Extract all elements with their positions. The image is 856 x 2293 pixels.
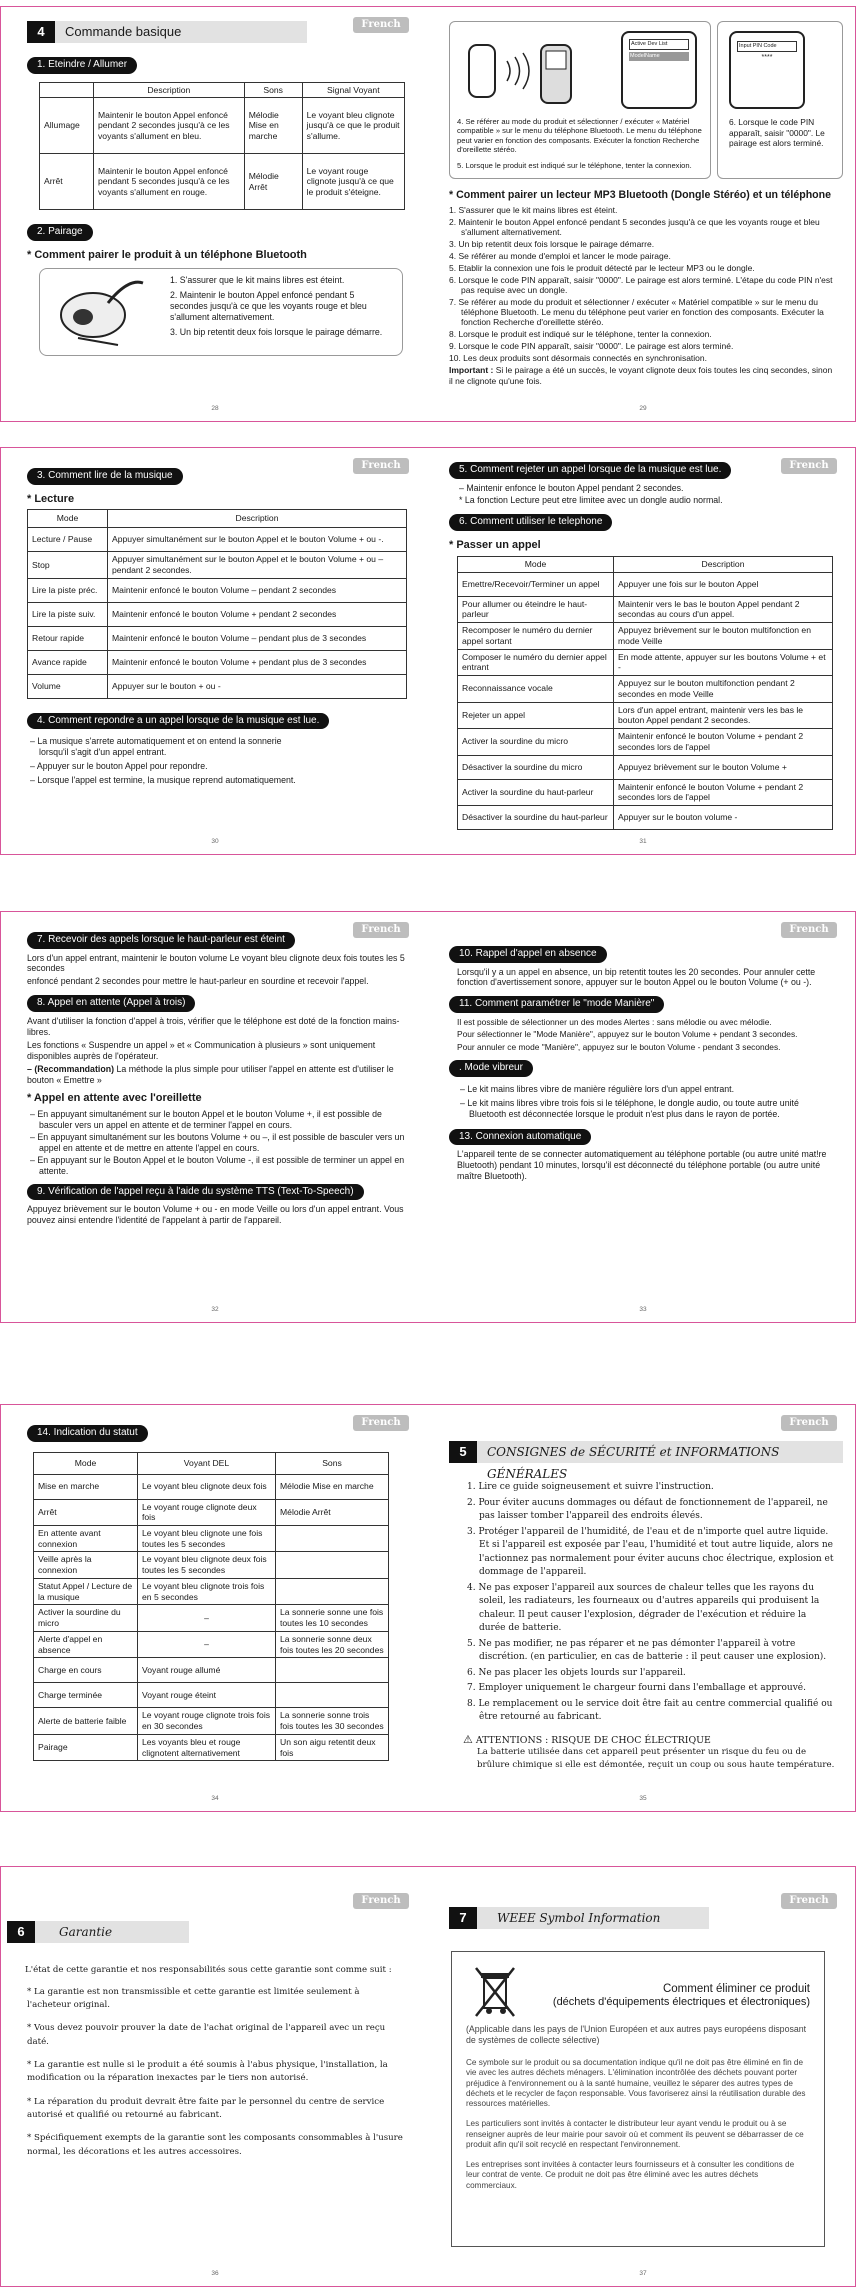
list-item: – Lorsque l'appel est termine, la musique reprend automatiquement. [30, 775, 296, 786]
language-badge: French [353, 1415, 409, 1431]
list-item: – Le kit mains libres vibre trois fois si le téléphone, le dongle audio, ou toute autre unité Bluetooth est déconnectée lorsque le produit n'est plus dans le rayon de portée. [460, 1097, 799, 1119]
screen-text: ModelName [629, 52, 689, 61]
page-32 [1, 912, 429, 1322]
table-cell: Appuyez brièvement sur le bouton multifonction en mode Veille [614, 623, 833, 649]
chapter-number: 7 [449, 1907, 477, 1929]
warning-text: La batterie utilisée dans cet appareil peut présenter un risque du feu ou de brûlure chimique si elle est démontée, reçuit un coup ou sous haute température. [477, 1747, 835, 1771]
table-cell: La sonnerie sonne trois fois toutes les 30 secondes [276, 1708, 389, 1734]
col-header: Sons [244, 82, 302, 98]
table-cell: Maintenir enfoncé le bouton Volume + pendant 2 secondes lors de l'appel [614, 779, 833, 805]
music-table [27, 509, 407, 698]
table-cell: Le voyant rouge clignote jusqu'à ce que le produit s'éteigne. [302, 154, 404, 210]
list-item: 1. Lire ce guide soigneusement et suivre l'instruction. [467, 1482, 714, 1492]
section-heading: 9. Vérification de l'appel reçu à l'aide du système TTS (Text-To-Speech) [27, 1184, 364, 1201]
headset-illustration [48, 273, 158, 351]
paragraph: Avant d'utiliser la fonction d'appel à trois, vérifier que le téléphone est doté de la fonction mains-libres. [27, 1015, 400, 1037]
language-badge: French [353, 1893, 409, 1909]
list-item: – Le kit mains libres vibre de manière régulière lors d'un appel entrant. [460, 1083, 735, 1094]
intro-text: L'état de cette garantie et nos responsabilités sous cette garantie sont comme suit : [25, 1965, 392, 1975]
table-cell: Appuyer sur le bouton volume - [614, 806, 833, 830]
table-cell: Maintenir le bouton Appel enfoncé pendant 2 secondes jusqu'à ce les voyants s'allument en bleu. [94, 98, 245, 154]
paragraph: Appuyez brièvement sur le bouton Volume + ou - en mode Veille ou lors d'un appel entrant. Vous pouvez ainsi entendre l'identité de l'appelant à partir de l'appareil. [27, 1204, 404, 1225]
table-cell: Le voyant rouge clignote trois fois en 30 secondes [138, 1708, 276, 1734]
table-cell: Le voyant bleu clignote une fois toutes les 5 secondes [138, 1525, 276, 1551]
section-heading: 4. Comment repondre a un appel lorsque de la musique est lue. [27, 713, 329, 730]
page-37 [429, 1867, 856, 2286]
table-cell: Activer la sourdine du micro [34, 1605, 138, 1631]
table-cell [276, 1658, 389, 1683]
section-heading: 3. Comment lire de la musique [27, 468, 183, 485]
list-item: – En appuyant simultanément sur les boutons Volume + ou –, il est possible de basculer vers un appel en attente et de mettre en attente l'appel en cours. [30, 1131, 405, 1153]
table-cell: Allumage [40, 98, 94, 154]
page-number: 36 [211, 2269, 219, 2277]
table-cell: Volume [28, 674, 108, 698]
paragraph: Pour annuler ce mode "Manière", appuyez sur le bouton Volume - pendant 3 secondes. [457, 1041, 781, 1052]
language-badge: French [781, 1415, 837, 1431]
col-header: Signal Voyant [302, 82, 404, 98]
page-number: 33 [639, 1305, 647, 1313]
language-badge: French [781, 1893, 837, 1909]
power-table [39, 82, 405, 211]
chapter-title: Garantie [35, 1921, 189, 1943]
spread-34-35 [0, 1404, 856, 1812]
list-item: 4. Ne pas exposer l'appareil aux sources de chaleur telles que les rayons du soleil, les radiateurs, les fourneaux ou d'autres appareils qui produisent la chaleur. Il peut causer l'explosion, dégrader de l'exécution et réduire la durée de batterie. [467, 1582, 820, 1633]
page-number: 28 [211, 404, 219, 412]
list-item: 2. Maintenir le bouton Appel enfoncé pendant 5 secondes jusqu'à ce que les voyants rouge et bleu s'allument alternativement. [449, 217, 820, 238]
table-cell: Mise en marche [34, 1474, 138, 1499]
table-cell: Arrêt [34, 1499, 138, 1525]
table-cell: Lire la piste préc. [28, 578, 108, 602]
table-cell: Désactiver la sourdine du haut-parleur [458, 806, 614, 830]
paragraph: Lors d'un appel entrant, maintenir le bouton volume Le voyant bleu clignote deux fois toutes les 5 secondes [27, 952, 405, 974]
chapter-number: 6 [7, 1921, 35, 1943]
page-34 [1, 1405, 429, 1811]
recommendation [27, 1064, 407, 1086]
paragraph: L'appareil tente de se connecter automatiquement au téléphone portable (ou autre unité mat!re Bluetooth) pendant 10 minutes, lorsqu'il est déconnecté du téléphone portable (ou autre unité maître Bluetooth). [457, 1149, 827, 1182]
fig-step: 6. Lorsque le code PIN apparaît, saisir "0000". Le pairage est alors terminé. [729, 117, 825, 148]
weee-paragraph: Les entreprises sont invitées à contacter leurs fournisseurs et à consulter les conditions de leur contrat de vente. Ce produit ne doit pas être éliminé avec les autres déchets commerciaux. [466, 2160, 795, 2190]
table-cell: Appuyer simultanément sur le bouton Appel et le bouton Volume + ou -. [108, 528, 407, 552]
page-number: 35 [639, 1794, 647, 1802]
subheading: * Comment pairer le produit à un téléphone Bluetooth [27, 248, 307, 261]
table-cell: Appuyer sur le bouton + ou - [108, 674, 407, 698]
phone-screen [621, 31, 697, 109]
subheading: * Passer un appel [449, 538, 541, 551]
table-cell: Stop [28, 552, 108, 578]
section-heading: 13. Connexion automatique [449, 1129, 591, 1146]
subheading: * Lecture [27, 492, 75, 505]
pairing-figure [39, 268, 403, 356]
table-cell: Maintenir enfoncé le bouton Volume + pendant 2 secondes [108, 602, 407, 626]
section-heading: 8. Appel en attente (Appel à trois) [27, 995, 195, 1012]
list-item: 1. S'assurer que le kit mains libres est éteint. [449, 205, 618, 216]
list-item: * La fonction Lecture peut etre limitee avec un dongle audio normal. [459, 495, 723, 506]
table-cell: En mode attente, appuyer sur les boutons Volume + et - [614, 649, 833, 675]
page-number: 32 [211, 1305, 219, 1313]
table-cell: Arrêt [40, 154, 94, 210]
table-cell: Alerte de batterie faible [34, 1708, 138, 1734]
page-31 [429, 448, 856, 854]
important-label: Important : [449, 365, 494, 376]
table-cell: Lecture / Pause [28, 528, 108, 552]
page-29 [429, 7, 856, 421]
paragraph: Pour sélectionner le "Mode Manière", appuyez sur le bouton Volume + pendant 3 secondes. [457, 1029, 798, 1040]
spread-28-29 [0, 6, 856, 422]
page-number: 31 [639, 837, 647, 845]
device-illustration [459, 31, 609, 121]
section-heading: 11. Comment paramétrer le "mode Manière" [449, 996, 664, 1013]
language-badge: French [353, 922, 409, 938]
paragraph: enfoncé pendant 2 secondes pour mettre le haut-parleur en sourdine et recevoir l'appel. [27, 976, 369, 987]
recommendation-label: – (Recommandation) [27, 1063, 115, 1074]
table-cell: Alerte d'appel en absence [34, 1631, 138, 1657]
page-number: 29 [639, 404, 647, 412]
list-item: 2. Pour éviter aucuns dommages ou défaut de fonctionnement de l'appareil, ne pas laisser tomber l'appareil des endroits élevés. [467, 1497, 828, 1521]
weee-paragraph: Les particuliers sont invités à contacter le distributeur leur ayant vendu le produit ou à se renseigner auprès de leur mairie pour savoir où et comment ils peuvent se débarrasser de ce produit afin qu'il soit recyclé en respectant l'environnement. [466, 2119, 804, 2149]
page-28 [1, 7, 429, 421]
section-heading: 7. Recevoir des appels lorsque le haut-parleur est éteint [27, 932, 295, 949]
safety-list [449, 1481, 835, 1725]
table-cell: La sonnerie sonne deux fois toutes les 20 secondes [276, 1631, 389, 1657]
phone-table [457, 556, 833, 830]
list-item: 8. Lorsque le produit est indiqué sur le téléphone, tenter la connexion. [449, 329, 712, 340]
table-cell [276, 1683, 389, 1708]
list-item: 3. Protéger l'appareil de l'humidité, de l'eau et de n'importe quel autre liquide. Et si l'appareil est exposée par l'eau, l'humidité et tout autre liquide, alors ne l'actionnez pas normalement pour éviter aucuns choc électrique, explosion et dommage de l'appareil. [467, 1526, 834, 1577]
table-cell: Voyant rouge allumé [138, 1658, 276, 1683]
list-item: 6. Ne pas placer les objets lourds sur l'appareil. [467, 1667, 686, 1678]
table-cell: Reconnaissance vocale [458, 676, 614, 702]
col-header: Mode [34, 1452, 138, 1474]
table-cell: Maintenir enfoncé le bouton Volume – pendant 2 secondes [108, 578, 407, 602]
table-cell: Pour allumer ou éteindre le haut-parleur [458, 596, 614, 622]
chapter-number: 4 [27, 21, 55, 43]
table-cell: Veille après la connexion [34, 1552, 138, 1578]
col-header: Description [108, 510, 407, 528]
page-number: 30 [211, 837, 219, 845]
page-number: 37 [639, 2269, 647, 2277]
fig-step: 4. Se référer au mode du produit et sélectionner / exécuter « Matériel compatible » sur le menu du téléphone Bluetooth. Le menu du téléphone peut varier en fonction des composants. Exécuter la fonction Recherche d'oreillette stéréo. [457, 117, 702, 155]
section-heading: 14. Indication du statut [27, 1425, 148, 1442]
table-cell: Le voyant bleu clignote deux fois toutes les 5 secondes [138, 1552, 276, 1578]
table-cell: Maintenir enfoncé le bouton Volume + pendant plus de 3 secondes [108, 650, 407, 674]
list-item: 10. Les deux produits sont désormais connectés en synchronisation. [449, 353, 707, 364]
col-header: Mode [458, 556, 614, 572]
table-cell: Mélodie Arrêt [276, 1499, 389, 1525]
section-heading: 2. Pairage [27, 224, 93, 241]
table-cell: Le voyant bleu clignote trois fois en 5 secondes [138, 1578, 276, 1604]
table-cell: Maintenir le bouton Appel enfoncé pendant 5 secondes jusqu'à ce les voyants s'allument en rouge. [94, 154, 245, 210]
chapter-title: CONSIGNES de SÉCURITÉ et INFORMATIONS GÉNÉRALES [477, 1441, 843, 1463]
chapter-header [27, 21, 307, 43]
screen-text: **** [761, 53, 773, 61]
crossed-bin-icon [472, 1964, 518, 2018]
section-heading: 5. Comment rejeter un appel lorsque de la musique est lue. [449, 462, 731, 479]
spread-32-33 [0, 911, 856, 1323]
table-cell [276, 1525, 389, 1551]
table-cell: Statut Appel / Lecture de la musique [34, 1578, 138, 1604]
table-cell [276, 1552, 389, 1578]
table-cell: Le voyant rouge clignote deux fois [138, 1499, 276, 1525]
section-heading: 6. Comment utiliser le telephone [449, 514, 612, 531]
chapter-title: WEEE Symbol Information [477, 1907, 709, 1929]
list-item: – En appuyant simultanément sur le bouton Appel et le bouton Volume +, il est possible de basculer vers un appel en attente et de terminer l'appel en cours. [30, 1108, 382, 1130]
list-item: 4. Se référer au monde d'emploi et lancer le mode pairage. [449, 251, 671, 262]
pair-step: 2. Maintenir le bouton Appel enfoncé pendant 5 secondes jusqu'à ce que les voyants rouge et bleu s'allument alternativement. [170, 290, 367, 323]
list-item: 5. Etablir la connexion une fois le produit détecté par le lecteur MP3 ou le dongle. [449, 263, 755, 274]
table-cell: – [138, 1605, 276, 1631]
list-item: – Maintenir enfonce le bouton Appel pendant 2 secondes. [459, 482, 684, 493]
warning-title [463, 1733, 835, 1747]
table-cell: En attente avant connexion [34, 1525, 138, 1551]
page-33 [429, 912, 856, 1322]
weee-paragraph: Ce symbole sur le produit ou sa documentation indique qu'il ne doit pas être éliminé en fin de vie avec les autres déchets ménagers. L'élimination incontrôlée des déchets pouvant porter préjudice à l'environnement ou à la santé humaine, veuillez le séparer des autres types de déchets et le recycler de façon responsable. Vous favoriserez ainsi la réutilisation durable des ressources matérielles. [466, 2058, 806, 2109]
table-cell: Appuyez brièvement sur le bouton Volume + [614, 755, 833, 779]
page-30 [1, 448, 429, 854]
list-item: – Appuyer sur le bouton Appel pour repondre. [30, 761, 208, 772]
section-heading: 10. Rappel d'appel en absence [449, 946, 607, 963]
col-header: Sons [276, 1452, 389, 1474]
section-heading: 1. Eteindre / Allumer [27, 57, 137, 74]
paragraph: Il est possible de sélectionner un des modes Alertes : sans mélodie ou avec mélodie. [457, 1016, 772, 1027]
table-cell: Pairage [34, 1734, 138, 1760]
list-item: 9. Lorsque le code PIN apparaît, saisir "0000". Le pairage est alors terminé. [449, 341, 734, 352]
chapter-header [7, 1921, 189, 1943]
table-cell: Activer la sourdine du micro [458, 729, 614, 755]
table-cell: Avance rapide [28, 650, 108, 674]
col-header: Description [614, 556, 833, 572]
screen-text: Input PIN Code [737, 41, 797, 52]
col-header: Voyant DEL [138, 1452, 276, 1474]
paragraph: Les fonctions « Suspendre un appel » et « Communication à plusieurs » sont uniquement disponibles auprès de l'opérateur. [27, 1039, 376, 1061]
language-badge: French [781, 922, 837, 938]
table-cell: Mélodie Mise en marche [244, 98, 302, 154]
weee-heading: Comment éliminer ce produit [662, 1983, 810, 1995]
phone-screen [729, 31, 805, 109]
weee-paragraph: (Applicable dans les pays de l'Union Européen et aux autres pays européens disposant de systèmes de collecte sélective) [466, 2024, 807, 2046]
table-cell: Appuyer simultanément sur le bouton Appel et le bouton Volume + ou – pendant 2 secondes. [108, 552, 407, 578]
recommendation-text: La méthode la plus simple pour utiliser l'appel en attente est d'utiliser le bouton « Emettre » [27, 1063, 394, 1085]
list-item: – La musique s'arrete automatiquement et on entend la sonnerie lorsqu'il s'agit d'un appel entrant. [30, 736, 282, 758]
section-heading: . Mode vibreur [449, 1060, 533, 1077]
chapter-header [449, 1907, 709, 1929]
table-cell: Charge en cours [34, 1658, 138, 1683]
screen-text: Active Dev List [629, 39, 689, 50]
table-cell: Mélodie Mise en marche [276, 1474, 389, 1499]
table-cell: Maintenir enfoncé le bouton Volume – pendant plus de 3 secondes [108, 626, 407, 650]
table-cell: Maintenir enfoncé le bouton Volume + pendant 2 secondes lors de l'appel [614, 729, 833, 755]
list-item: 7. Employer uniquement le chargeur fourni dans l'emballage et approuvé. [467, 1683, 806, 1693]
fig-step: 5. Lorsque le produit est indiqué sur le téléphone, tenter la connexion. [457, 161, 692, 170]
chapter-header [449, 1441, 843, 1481]
list-item: * La réparation du produit devrait être faite par le personnel du centre de service autorisé et qualifié ou retourné au fabricant. [27, 2096, 385, 2120]
table-cell: Le voyant bleu clignote jusqu'à ce que le produit s'allume. [302, 98, 404, 154]
table-cell: Appuyez sur le bouton multifonction pendant 2 secondes en mode Veille [614, 676, 833, 702]
table-cell: Appuyer une fois sur le bouton Appel [614, 572, 833, 596]
table-cell: Retour rapide [28, 626, 108, 650]
list-item: 3. Un bip retentit deux fois lorsque le pairage démarre. [449, 239, 655, 250]
table-cell: Les voyants bleu et rouge clignotent alternativement [138, 1734, 276, 1760]
table-cell: La sonnerie sonne une fois toutes les 10 secondes [276, 1605, 389, 1631]
warning-icon: ⚠ [463, 1732, 473, 1746]
table-cell: Un son aigu retentit deux fois [276, 1734, 389, 1760]
table-cell: Composer le numéro du dernier appel entrant [458, 649, 614, 675]
table-cell: Le voyant bleu clignote deux fois [138, 1474, 276, 1499]
page-number: 34 [211, 1794, 219, 1802]
page-36 [1, 1867, 429, 2286]
list-item: 6. Lorsque le code PIN apparaît, saisir "0000". Le pairage est alors terminé. L'étape du code PIN n'est pas requise avec un dongle. [449, 275, 833, 296]
status-table [33, 1452, 389, 1762]
subheading: * Appel en attente avec l'oreillette [27, 1091, 202, 1104]
col-header: Description [94, 82, 245, 98]
chapter-title: Commande basique [55, 21, 307, 43]
weee-heading: (déchets d'équipements électriques et électroniques) [552, 1996, 810, 2009]
table-cell: Maintenir vers le bas le bouton Appel pendant 2 secondas au cours d'un appel. [614, 596, 833, 622]
weee-box [451, 1951, 825, 2247]
language-badge: French [353, 17, 409, 33]
list-item: – En appuyant sur le Bouton Appel et le bouton Volume -, il est possible de terminer un appel en attente. [30, 1154, 405, 1176]
important-note [449, 365, 835, 386]
list-item: * Spécifiquement exempts de la garantie sont les composants consommables à l'usure normal, les décorations et les autres accessoires. [27, 2133, 403, 2157]
col-header: Mode [28, 510, 108, 528]
table-cell: Désactiver la sourdine du micro [458, 755, 614, 779]
phone-figure [449, 21, 835, 181]
list-item: 7. Se référer au mode du produit et sélectionner / exécuter « Matériel compatible » sur le menu du téléphone Bluetooth. Le menu du téléphone peut varier en fonction des composants. Exécuter la fonction Recherche d'oreillette stéréo. [449, 297, 824, 328]
table-cell: Emettre/Recevoir/Terminer un appel [458, 572, 614, 596]
table-cell: Mélodie Arrêt [244, 154, 302, 210]
table-cell: Voyant rouge éteint [138, 1683, 276, 1708]
table-cell: Activer la sourdine du haut-parleur [458, 779, 614, 805]
mp3-steps [449, 205, 835, 363]
table-cell: Recomposer le numéro du dernier appel sortant [458, 623, 614, 649]
list-item: 8. Le remplacement ou le service doit être fait au centre commercial qualifié ou être retourné au fabricant. [467, 1698, 833, 1722]
page-35 [429, 1405, 856, 1811]
subheading: * Comment pairer un lecteur MP3 Bluetooth (Dongle Stéréo) et un téléphone [449, 189, 832, 201]
important-text: Si le pairage a été un succès, le voyant clignote deux fois toutes les cinq secondes, sinon il ne clignote qu'une fois. [449, 365, 833, 387]
list-item: * La garantie est non transmissible et cette garantie est limitée seulement à l'acheteur original. [27, 1986, 360, 2011]
warning-title-text: ATTENTIONS : RISQUE DE CHOC ÉLECTRIQUE [475, 1734, 711, 1746]
pair-step: 1. S'assurer que le kit mains libres est éteint. [170, 275, 345, 286]
table-cell: Rejeter un appel [458, 702, 614, 728]
table-cell: Lire la piste suiv. [28, 602, 108, 626]
table-cell: Charge terminée [34, 1683, 138, 1708]
table-cell [276, 1578, 389, 1604]
paragraph: Lorsqu'il y a un appel en absence, un bip retentit toutes les 20 secondes. Pour annuler cette fonction d'avertissement sonore, appuyer sur le bouton Appel ou le bouton Volume (+ ou -). [457, 966, 816, 988]
spread-30-31 [0, 447, 856, 855]
list-item: 5. Ne pas modifier, ne pas réparer et ne pas démonter l'appareil à votre discrétion. (en particulier, en cas de batterie : il peut causer une explosion). [467, 1638, 827, 1662]
list-item: * La garantie est nulle si le produit a été soumis à l'abus physique, l'installation, la modification ou la réparation inexactes par le tiers non autorisé. [27, 2059, 388, 2084]
table-cell: – [138, 1631, 276, 1657]
table-cell: Lors d'un appel entrant, maintenir vers les bas le bouton Appel pendant 2 secondes. [614, 702, 833, 728]
language-badge: French [353, 458, 409, 474]
list-item: * Vous devez pouvoir prouver la date de l'achat original de l'appareil avec un reçu daté. [27, 2023, 386, 2047]
spread-36-37 [0, 1866, 856, 2287]
language-badge: French [781, 458, 837, 474]
chapter-number: 5 [449, 1441, 477, 1463]
pair-step: 3. Un bip retentit deux fois lorsque le pairage démarre. [170, 327, 383, 338]
